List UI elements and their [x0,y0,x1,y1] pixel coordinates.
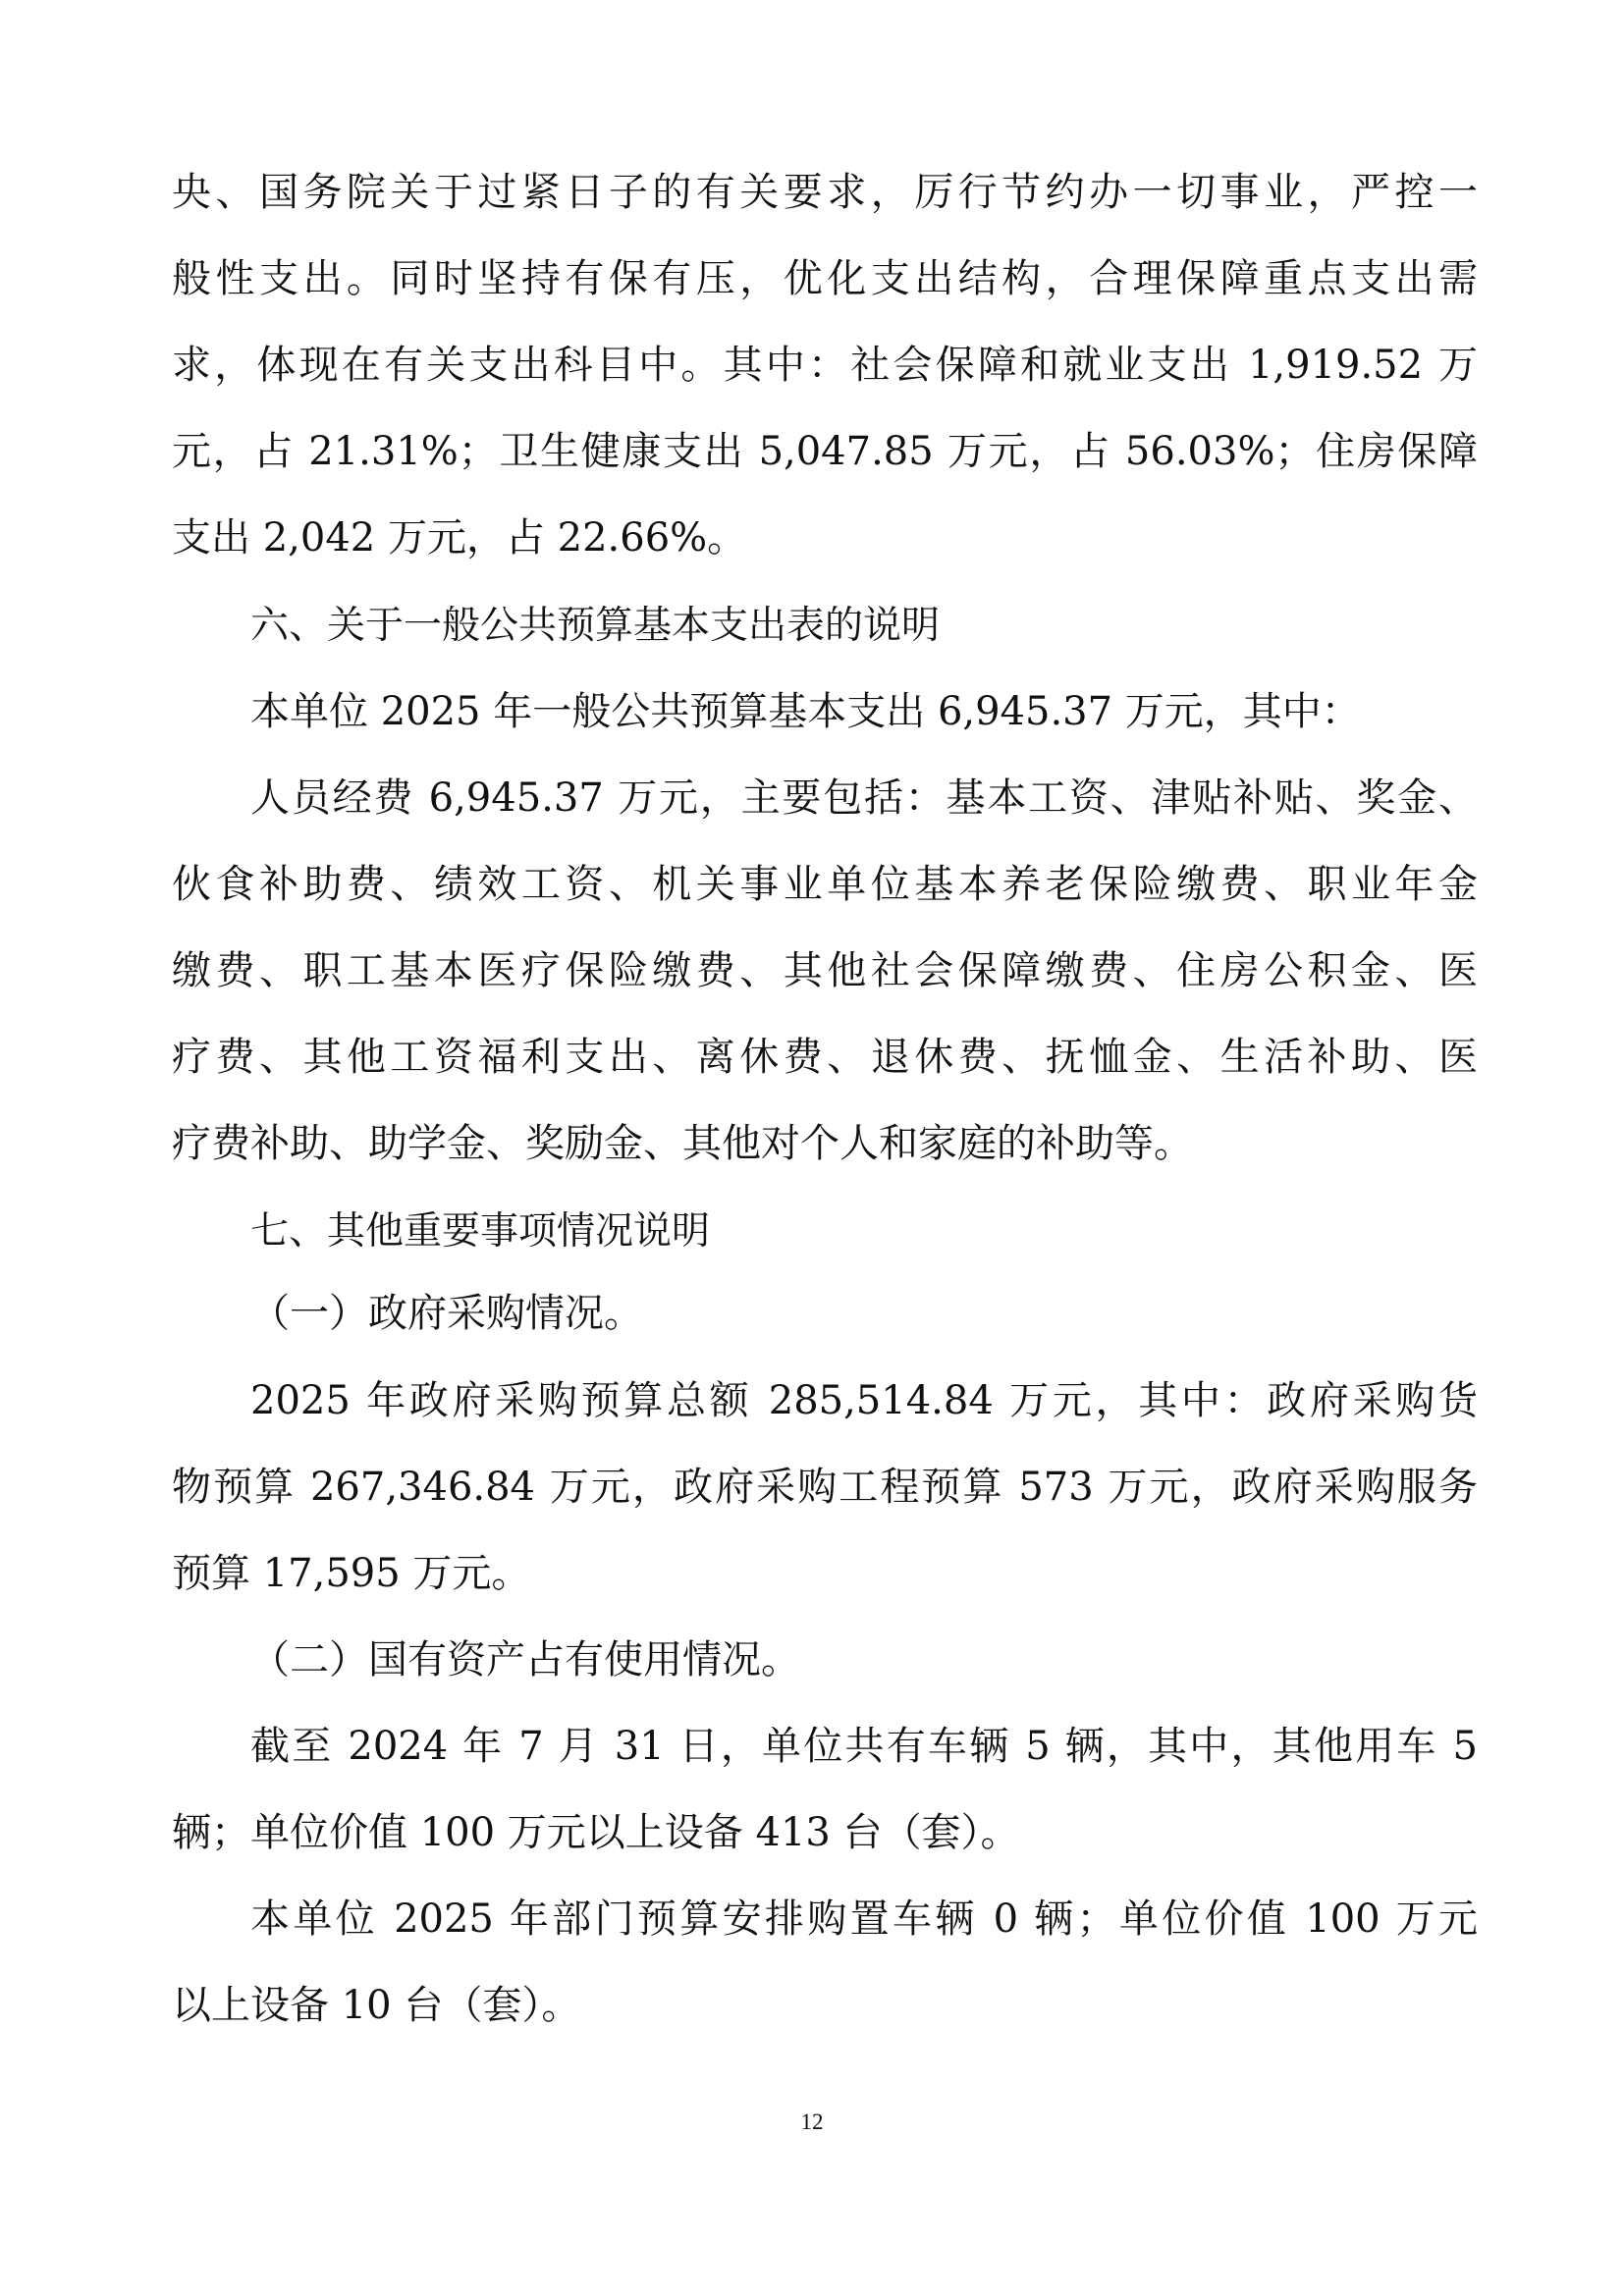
section-6-summary: 本单位 2025 年一般公共预算基本支出 6,945.37 万元，其中： [250,689,1361,734]
paragraph-line: 预算 17,595 万元。 [172,1551,531,1596]
paragraph-line: 以上设备 10 台（套）。 [172,1983,581,2028]
paragraph-line: 截至 2024 年 7 月 31 日，单位共有车辆 5 辆，其中，其他用车 5 [250,1724,1478,1769]
paragraph-line: 疗费、其他工资福利支出、离休费、退休费、抚恤金、生活补助、医 [172,1035,1478,1080]
section-7-heading: 七、其他重要事项情况说明 [250,1209,711,1254]
paragraph-line: 疗费补助、助学金、奖励金、其他对个人和家庭的补助等。 [172,1121,1193,1166]
paragraph-line: 辆；单位价值 100 万元以上设备 413 台（套）。 [172,1810,1020,1855]
section-6-heading: 六、关于一般公共预算基本支出表的说明 [250,604,941,648]
paragraph-line: 元，占 21.31%；卫生健康支出 5,047.85 万元，占 56.03%；住房保障 [172,429,1478,474]
paragraph-line: 支出 2,042 万元，占 22.66%。 [172,515,747,561]
paragraph-line: 人员经费 6,945.37 万元，主要包括：基本工资、津贴补贴、奖金、 [250,775,1478,821]
paragraph-line: 般性支出。同时坚持有保有压，优化支出结构，合理保障重点支出需 [172,256,1478,301]
paragraph-line: 求，体现在有关支出科目中。其中：社会保障和就业支出 1,919.52 万 [172,343,1478,388]
paragraph-line: 缴费、职工基本医疗保险缴费、其他社会保障缴费、住房公积金、医 [172,948,1478,993]
subsection-2-title: （二）国有资产占有使用情况。 [250,1637,800,1682]
page-number: 12 [800,2109,824,2134]
document-page [172,0,1478,2296]
paragraph-line: 物预算 267,346.84 万元，政府采购工程预算 573 万元，政府采购服务 [172,1465,1478,1510]
paragraph-line: 2025 年政府采购预算总额 285,514.84 万元，其中：政府采购货 [250,1378,1478,1423]
subsection-1-title: （一）政府采购情况。 [250,1291,643,1336]
paragraph-line: 央、国务院关于过紧日子的有关要求，厉行节约办一切事业，严控一 [172,170,1478,215]
paragraph-line: 本单位 2025 年部门预算安排购置车辆 0 辆；单位价值 100 万元 [250,1896,1478,1942]
paragraph-line: 伙食补助费、绩效工资、机关事业单位基本养老保险缴费、职业年金 [172,862,1478,907]
